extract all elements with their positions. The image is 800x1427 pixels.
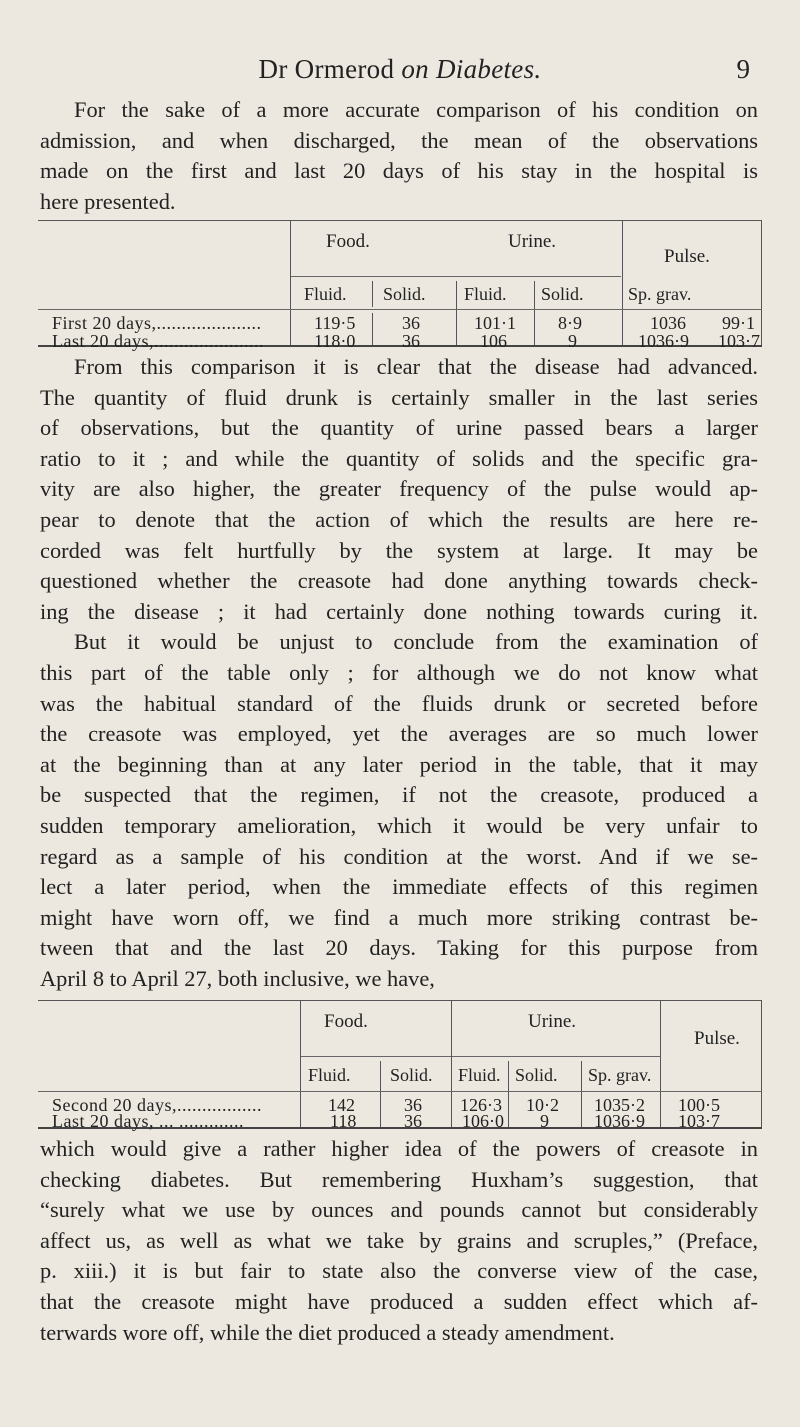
cell-value: 9 <box>568 331 577 351</box>
paragraph-closing <box>40 1134 758 1348</box>
text-line: the creasote was employed, yet the averages are so much lower <box>40 721 758 747</box>
text-line: pear to denote that the action of which the results are here re- <box>40 506 758 532</box>
header-urine: Urine. <box>528 1011 577 1032</box>
cell-value: 100·5 <box>678 1095 720 1115</box>
paragraph-middle <box>40 352 758 994</box>
cell-value: 103·7 <box>678 1111 720 1131</box>
comparison-table-2 <box>38 1000 762 1129</box>
text-line: at the beginning than at any later period in the table, that it may <box>40 751 758 777</box>
cell-value: 101·1 <box>474 313 516 333</box>
cell-value: 8·9 <box>558 313 582 333</box>
cell-value: 36 <box>404 1095 422 1115</box>
cell-value: 36 <box>402 331 420 351</box>
cell-value: 1036 <box>650 313 686 333</box>
subheader-sp-grav: Sp. grav. <box>588 1065 652 1085</box>
comparison-table-1 <box>38 220 762 351</box>
text-line: regard as a sample of his condition at the worst. And if we se- <box>40 843 758 869</box>
header-urine: Urine. <box>508 231 557 252</box>
cell-value: 118·0 <box>314 331 356 351</box>
row-label: Last 20 days, ... ............. <box>52 1111 244 1131</box>
cell-value: 106·0 <box>462 1111 504 1131</box>
text-line: The quantity of fluid drunk is certainly smaller in the last series <box>40 384 758 410</box>
text-line: here presented. <box>40 188 176 214</box>
text-line: might have worn off, we find a much more striking contrast be- <box>40 904 758 930</box>
text-line: was the habitual standard of the fluids drunk or secreted before <box>40 690 758 716</box>
cell-value: 99·1 <box>722 313 755 333</box>
text-line: lect a later period, when the immediate effects of this regimen <box>40 874 758 900</box>
cell-value: 10·2 <box>526 1095 559 1115</box>
text-line: made on the first and last 20 days of his stay in the hospital is <box>40 158 758 184</box>
text-line: terwards wore off, while the diet produced a steady amendment. <box>40 1319 615 1345</box>
cell-value: 126·3 <box>460 1095 502 1115</box>
subheader-food-fluid: Fluid. <box>304 284 347 304</box>
cell-value: 118 <box>330 1111 357 1131</box>
author-name: Dr Ormerod <box>258 54 395 84</box>
cell-value: 36 <box>402 313 420 333</box>
text-line: checking diabetes. But remembering Huxham’s suggestion, that <box>40 1166 758 1192</box>
subheader-food-solid: Solid. <box>390 1065 433 1085</box>
subheader-sp-grav: Sp. grav. <box>628 284 692 304</box>
text-line: vity are also higher, the greater frequency of the pulse would ap- <box>40 476 758 502</box>
text-line: From this comparison it is clear that the disease had advanced. <box>74 354 758 379</box>
text-line: ratio to it ; and while the quantity of solids and the specific gra- <box>40 445 758 471</box>
title-on: on <box>401 54 429 84</box>
subheader-urine-fluid: Fluid. <box>458 1065 501 1085</box>
cell-value: 142 <box>328 1095 355 1115</box>
text-line: this part of the table only ; for although we do not know what <box>40 659 758 685</box>
row-label: Last 20 days,...................... <box>52 331 264 351</box>
cell-value: 9 <box>540 1111 549 1131</box>
row-label: First 20 days,..................... <box>52 313 262 333</box>
row-label: Second 20 days,................. <box>52 1095 262 1115</box>
cell-value: 1035·2 <box>594 1095 645 1115</box>
cell-value: 36 <box>404 1111 422 1131</box>
cell-value: 1036·9 <box>638 331 689 351</box>
text-line: tween that and the last 20 days. Taking for this purpose from <box>40 935 758 961</box>
text-line: “surely what we use by ounces and pounds cannot but considerably <box>40 1197 758 1223</box>
subheader-urine-fluid: Fluid. <box>464 284 507 304</box>
running-title <box>0 54 800 85</box>
text-line: ing the disease ; it had certainly done nothing towards curing it. <box>40 598 758 624</box>
header-food: Food. <box>326 231 370 252</box>
subheader-urine-solid: Solid. <box>515 1065 558 1085</box>
text-line: which would give a rather higher idea of the powers of creasote in <box>40 1136 758 1161</box>
text-line: questioned whether the creasote had done anything towards check- <box>40 568 758 594</box>
text-line: April 8 to April 27, both inclusive, we have, <box>40 965 435 991</box>
cell-value: 106 <box>480 331 507 351</box>
subheader-food-solid: Solid. <box>383 284 426 304</box>
text-line: corded was felt hurtfully by the system at large. It may be <box>40 537 758 563</box>
text-line: But it would be unjust to conclude from the examination of <box>74 629 758 655</box>
subheader-urine-solid: Solid. <box>541 284 584 304</box>
text-line: For the sake of a more accurate comparison of his condition on <box>74 97 758 122</box>
cell-value: 119·5 <box>314 313 356 333</box>
text-line: sudden temporary amelioration, which it would be very unfair to <box>40 812 758 838</box>
subheader-food-fluid: Fluid. <box>308 1065 351 1085</box>
page-number: 9 <box>736 54 750 84</box>
running-header <box>0 50 800 90</box>
header-food: Food. <box>324 1011 368 1032</box>
header-pulse: Pulse. <box>694 1028 740 1049</box>
paragraph-intro <box>40 95 758 217</box>
cell-value: 103·7 <box>718 331 760 351</box>
text-line: p. xiii.) it is but fair to state also the converse view of the case, <box>40 1258 758 1284</box>
cell-value: 1036·9 <box>594 1111 645 1131</box>
header-pulse: Pulse. <box>664 246 710 267</box>
text-line: be suspected that the regimen, if not the creasote, produced a <box>40 782 758 808</box>
text-line: of observations, but the quantity of urine passed bears a larger <box>40 415 758 441</box>
title-subject: Diabetes. <box>436 54 542 84</box>
text-line: that the creasote might have produced a sudden effect which af- <box>40 1288 758 1314</box>
text-line: affect us, as well as what we take by grains and scruples,” (Preface, <box>40 1227 758 1253</box>
text-line: admission, and when discharged, the mean of the observations <box>40 127 758 153</box>
